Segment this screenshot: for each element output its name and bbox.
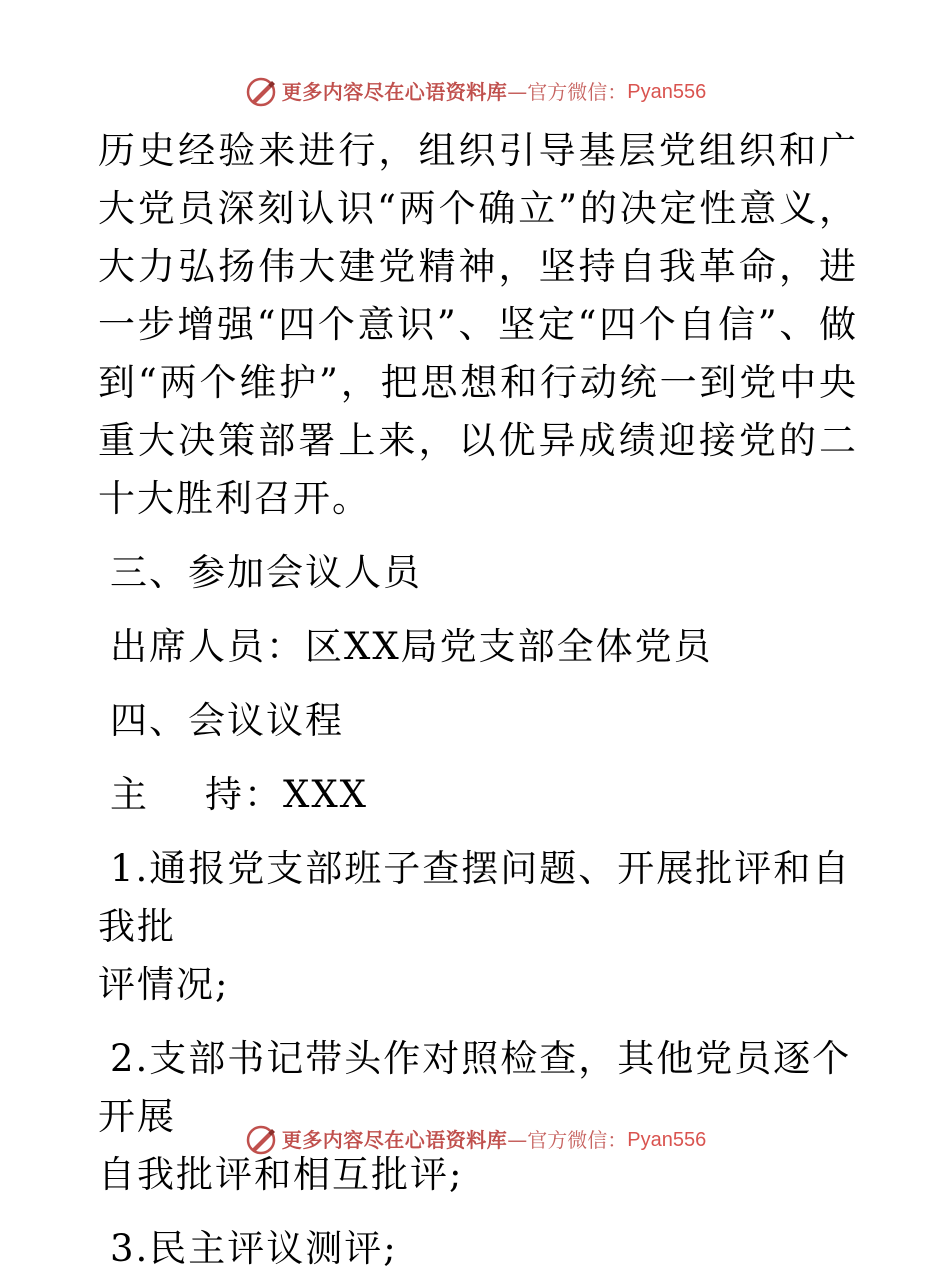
watermark-id-text: Pyan556 — [627, 1129, 707, 1151]
agenda-item-3 — [98, 1220, 858, 1278]
watermark-main-text: 更多内容尽在心语资料库 — [281, 80, 508, 104]
watermark-sub-text: —官方微信： — [507, 1128, 628, 1152]
presider-label-b: 持：XXX — [205, 773, 369, 816]
agenda-item-1 — [98, 840, 858, 1014]
watermark-main-text: 更多内容尽在心语资料库 — [281, 1128, 508, 1152]
watermark-sub-text: —官方微信： — [507, 80, 628, 104]
presider-line — [98, 766, 858, 824]
agenda-item-1-first: 1.通报党支部班子查摆问题、开展批评和自我批 — [98, 847, 852, 948]
pen-logo-icon — [244, 75, 278, 109]
agenda-item-2-first: 2.支部书记带头作对照检查，其他党员逐个开展 — [98, 1037, 852, 1138]
presider-label-a: 主 — [110, 773, 149, 816]
document-body — [98, 122, 858, 1278]
agenda-item-2 — [98, 1030, 858, 1204]
pen-logo-icon — [244, 1123, 278, 1157]
agenda-item-3-first: 3.民主评议测评; — [110, 1227, 398, 1270]
attendees-line: 出席人员：区XX局党支部全体党员 — [110, 625, 713, 668]
body-paragraph: 历史经验来进行，组织引导基层党组织和广大党员深刻认识“两个确立”的决定性意义，大力弘扬伟大建党精神，坚持自我革命，进一步增强“四个意识”、坚定“四个自信”、做到“两个维护”，把思想和行动统一到党中央重大决策部署上来，以优异成绩迎接党的二十大胜利召开。 — [98, 129, 858, 520]
watermark-footer — [0, 1120, 950, 1160]
agenda-item-1-rest: 评情况; — [98, 963, 230, 1006]
section-3-heading: 三、参加会议人员 — [110, 551, 422, 594]
watermark-header — [0, 72, 950, 112]
agenda-item-2-rest: 自我批评和相互批评; — [98, 1153, 464, 1196]
watermark-id-text: Pyan556 — [627, 81, 707, 103]
section-4-heading: 四、会议议程 — [110, 699, 344, 742]
